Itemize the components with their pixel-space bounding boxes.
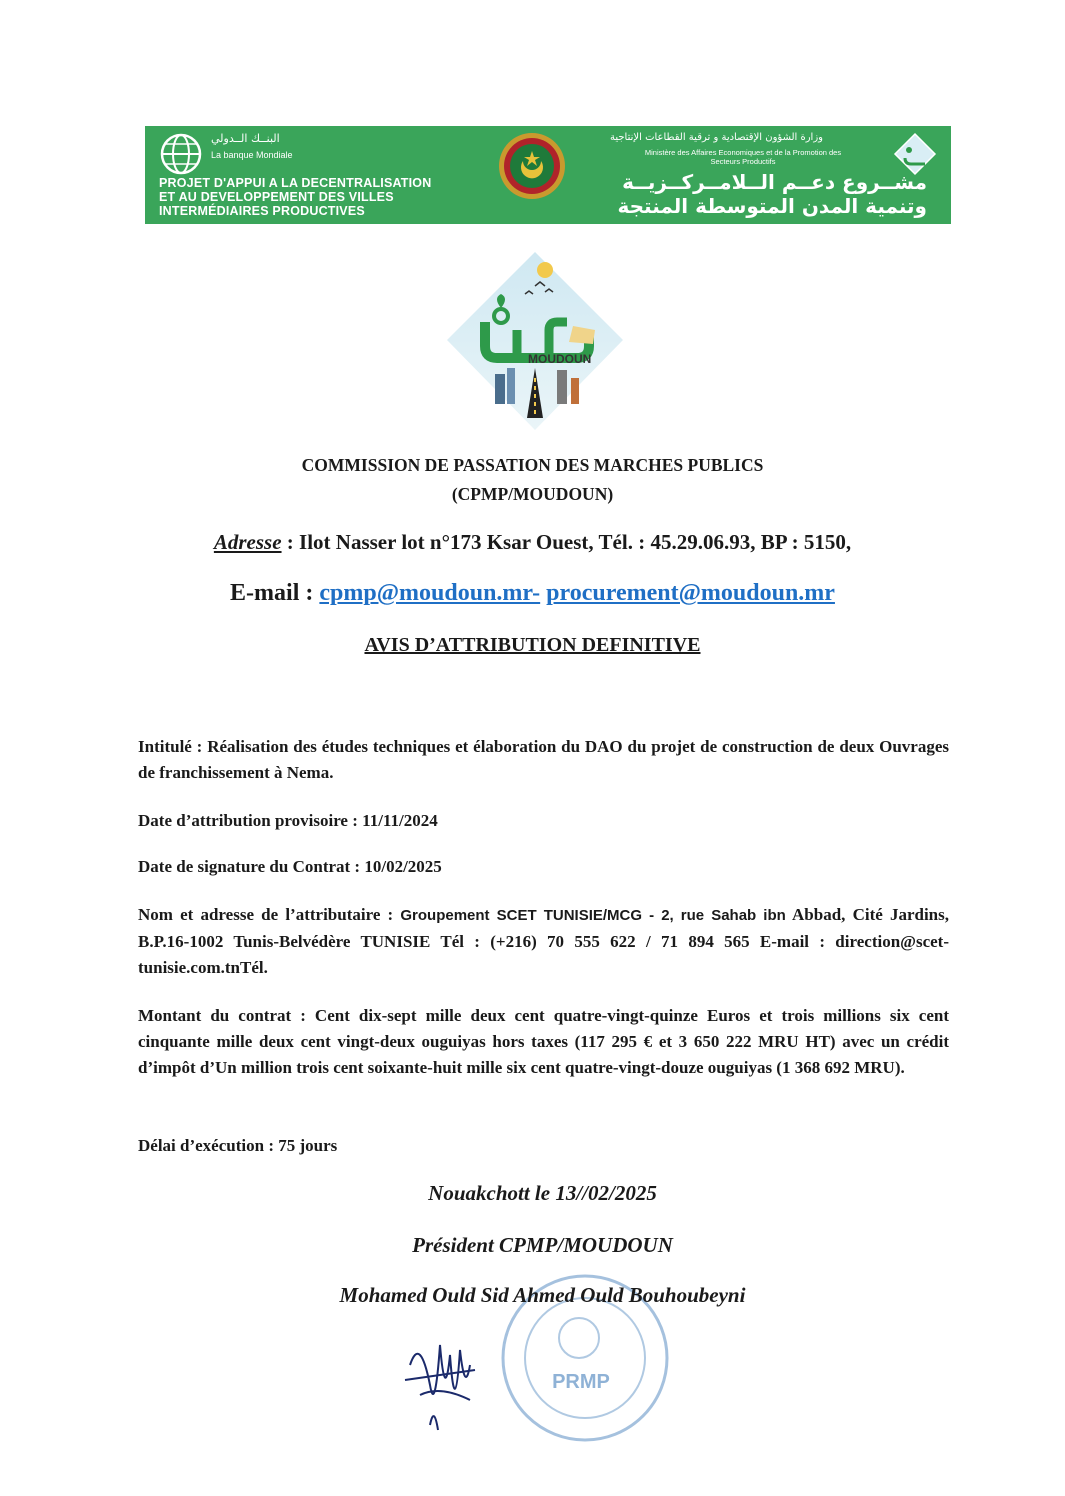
ministry-name-ar: وزارة الشؤون الإقتصادية و ترقية القطاعات الإنتاجية (610, 132, 823, 143)
email-label: E-mail : (230, 580, 320, 606)
delay-paragraph (138, 1133, 949, 1159)
commission-acronym: (CPMP/MOUDOUN) (451, 484, 614, 504)
provisional-date-label: Date d’attribution provisoire : (138, 811, 363, 830)
signature-date-label: Date de signature du Contrat : (138, 857, 365, 876)
provisional-date-paragraph (138, 808, 949, 834)
moudoun-logo-label: MOUDOUN (528, 352, 592, 366)
world-bank-name-ar: البنــك الــدولي (211, 132, 280, 145)
world-bank-name-fr: La banque Mondiale (211, 150, 293, 160)
notice-title: AVIS D’ATTRIBUTION DEFINITIVE (364, 634, 701, 656)
project-title-line: ET AU DEVELOPPEMENT DES VILLES (159, 190, 394, 204)
intitule-label: Intitulé : (138, 737, 208, 756)
delay-value: 75 jours (278, 1136, 338, 1155)
project-title-line: PROJET D'APPUI A LA DECENTRALISATION (159, 176, 432, 190)
signature-date-paragraph (138, 854, 949, 880)
awardee-paragraph (138, 902, 949, 981)
amount-label: Montant du contrat : (138, 1006, 315, 1025)
email-line (0, 580, 1065, 607)
email-link-procurement[interactable]: procurement@moudoun.mr (546, 580, 835, 606)
address-line (0, 530, 1065, 555)
signatory-title: Président CPMP/MOUDOUN (412, 1233, 673, 1257)
project-title-ar-line: وتنمية المدن المتوسطة المنتجة (617, 194, 927, 218)
amount-text: Cent dix-sept mille deux cent quatre-vingt-quinze Euros et trois millions six cent cinquante mille deux cent vingt-deux ouguiyas hors taxes (117 295 € et 3 650 222 MRU HT) avec un crédit d’impôt d’Un million trois cent soixante-huit mille six cent quatre-vingt-douze ouguiyas (1 368 692 MRU). (138, 1006, 950, 1077)
address-label: Adresse (213, 530, 282, 554)
email-link-cpmp[interactable]: cpmp@moudoun.mr- (319, 580, 541, 606)
moudoun-mini-logo-icon (893, 132, 937, 176)
ministry-name-fr: Ministère des Affaires Economiques et de la Promotion des Secteurs Productifs (644, 148, 842, 166)
awardee-address: Abbad, Cité Jardins, B.P.16-1002 Tunis-Belvédère TUNISIE Tél : (+216) 70 555 622 / 71 894 565 E-mail : direction@scet-tunisie.com.tnTél. (138, 905, 949, 977)
amount-paragraph (138, 1003, 949, 1081)
moudoun-logo-icon (445, 250, 625, 432)
signature-date-value: 10/02/2025 (364, 857, 442, 876)
commission-title: COMMISSION DE PASSATION DES MARCHES PUBLICS (301, 455, 764, 475)
project-title-ar-line: مشــروع دعــم الــلامــركــزيــة (622, 170, 927, 194)
signature-place-date: Nouakchott le 13//02/2025 (428, 1181, 657, 1205)
world-bank-globe-icon (159, 132, 203, 176)
delay-label: Délai d’exécution : (138, 1136, 279, 1155)
provisional-date-value: 11/11/2024 (362, 811, 438, 830)
mauritania-seal-icon (497, 131, 567, 201)
awardee-name: Groupement SCET TUNISIE/MCG - 2, rue Sahab ibn (400, 907, 786, 924)
awardee-label: Nom et adresse de l’attributaire : (138, 905, 401, 924)
handwritten-signature-icon (400, 1325, 480, 1435)
intitule-text: Réalisation des études techniques et élaboration du DAO du projet de construction de deux Ouvrages de franchissement à Nema. (138, 737, 949, 782)
project-title-line: INTERMÉDIAIRES PRODUCTIVES (159, 204, 365, 218)
stamp-label: PRMP (552, 1371, 610, 1393)
intitule-paragraph (138, 734, 949, 786)
address-text: : Ilot Nasser lot n°173 Ksar Ouest, Tél. : 45.29.06.93, BP : 5150, (281, 530, 852, 554)
header-banner (145, 126, 951, 224)
signatory-name: Mohamed Ould Sid Ahmed Ould Bouhoubeyni (339, 1283, 746, 1307)
